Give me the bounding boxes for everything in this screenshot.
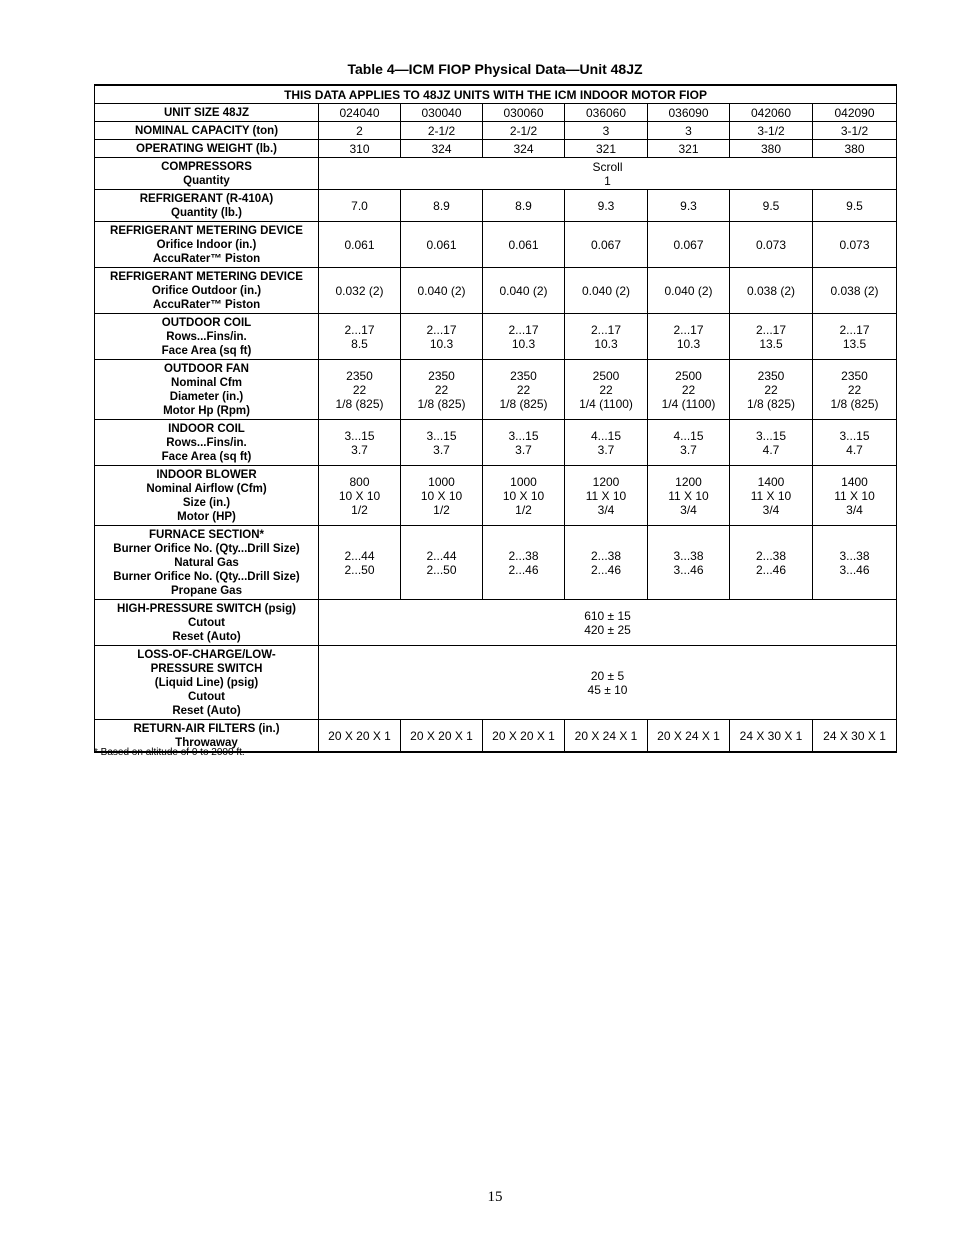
unit-size-cell: 036060 <box>565 104 648 122</box>
unit-size-cell: 036090 <box>648 104 730 122</box>
value-cell: 0.061 <box>483 222 565 268</box>
value-cell: 20 X 20 X 1 <box>401 720 483 753</box>
row-label: FURNACE SECTION* Burner Orifice No. (Qty...Drill Size) Natural Gas Burner Orifice No. (Qty...Drill Size) Propane Gas <box>95 526 319 600</box>
value-cell: 24 X 30 X 1 <box>730 720 813 753</box>
table-row <box>95 646 897 720</box>
value-cell: 2500 22 1/4 (1100) <box>565 360 648 420</box>
value-cell: 8.9 <box>401 190 483 222</box>
table-row <box>95 314 897 360</box>
value-cell: 3-1/2 <box>813 122 897 140</box>
value-cell: 24 X 30 X 1 <box>813 720 897 753</box>
value-cell: 20 X 24 X 1 <box>648 720 730 753</box>
value-cell: 0.073 <box>813 222 897 268</box>
value-cell: 3-1/2 <box>730 122 813 140</box>
spanned-value-cell: 20 ± 5 45 ± 10 <box>319 646 897 720</box>
row-label: INDOOR BLOWER Nominal Airflow (Cfm) Size (in.) Motor (HP) <box>95 466 319 526</box>
row-label: OPERATING WEIGHT (lb.) <box>95 140 319 158</box>
value-cell: 20 X 20 X 1 <box>483 720 565 753</box>
value-cell: 0.038 (2) <box>813 268 897 314</box>
value-cell: 0.040 (2) <box>565 268 648 314</box>
value-cell: 3 <box>565 122 648 140</box>
row-label: REFRIGERANT METERING DEVICE Orifice Outdoor (in.) AccuRater™ Piston <box>95 268 319 314</box>
value-cell: 2...44 2...50 <box>401 526 483 600</box>
row-label: RETURN-AIR FILTERS (in.) Throwaway <box>95 720 319 753</box>
value-cell: 800 10 X 10 1/2 <box>319 466 401 526</box>
spanned-value-cell: 610 ± 15 420 ± 25 <box>319 600 897 646</box>
value-cell: 4...15 3.7 <box>565 420 648 466</box>
value-cell: 321 <box>648 140 730 158</box>
row-label: HIGH-PRESSURE SWITCH (psig) Cutout Reset (Auto) <box>95 600 319 646</box>
row-label: REFRIGERANT METERING DEVICE Orifice Indoor (in.) AccuRater™ Piston <box>95 222 319 268</box>
unit-size-cell: 042060 <box>730 104 813 122</box>
value-cell: 9.3 <box>648 190 730 222</box>
value-cell: 1200 11 X 10 3/4 <box>648 466 730 526</box>
value-cell: 3...15 3.7 <box>483 420 565 466</box>
value-cell: 3...38 3...46 <box>813 526 897 600</box>
value-cell: 3...15 4.7 <box>813 420 897 466</box>
value-cell: 2...17 13.5 <box>813 314 897 360</box>
value-cell: 1000 10 X 10 1/2 <box>483 466 565 526</box>
unit-size-cell: 042090 <box>813 104 897 122</box>
unit-size-row <box>95 104 897 122</box>
table-row <box>95 122 897 140</box>
value-cell: 4...15 3.7 <box>648 420 730 466</box>
row-label: INDOOR COIL Rows...Fins/in. Face Area (sq ft) <box>95 420 319 466</box>
value-cell: 3 <box>648 122 730 140</box>
table-row <box>95 360 897 420</box>
table-row <box>95 268 897 314</box>
value-cell: 0.040 (2) <box>648 268 730 314</box>
value-cell: 20 X 24 X 1 <box>565 720 648 753</box>
value-cell: 380 <box>730 140 813 158</box>
value-cell: 0.032 (2) <box>319 268 401 314</box>
value-cell: 2...17 10.3 <box>483 314 565 360</box>
value-cell: 0.061 <box>401 222 483 268</box>
table-row <box>95 190 897 222</box>
physical-data-table <box>94 84 897 753</box>
page-number: 15 <box>487 1189 503 1205</box>
row-label: NOMINAL CAPACITY (ton) <box>95 122 319 140</box>
value-cell: 324 <box>401 140 483 158</box>
unit-size-cell: 030040 <box>401 104 483 122</box>
value-cell: 3...15 3.7 <box>319 420 401 466</box>
value-cell: 1000 10 X 10 1/2 <box>401 466 483 526</box>
value-cell: 2350 22 1/8 (825) <box>483 360 565 420</box>
value-cell: 2...17 10.3 <box>648 314 730 360</box>
row-label: OUTDOOR COIL Rows...Fins/in. Face Area (sq ft) <box>95 314 319 360</box>
table-row <box>95 140 897 158</box>
value-cell: 2...17 13.5 <box>730 314 813 360</box>
value-cell: 2350 22 1/8 (825) <box>730 360 813 420</box>
value-cell: 0.073 <box>730 222 813 268</box>
value-cell: 2-1/2 <box>401 122 483 140</box>
value-cell: 0.040 (2) <box>483 268 565 314</box>
row-label: REFRIGERANT (R-410A) Quantity (lb.) <box>95 190 319 222</box>
footnote: * Based on altitude of 0 to 2000 ft. <box>94 747 245 758</box>
value-cell: 2...38 2...46 <box>565 526 648 600</box>
value-cell: 2...44 2...50 <box>319 526 401 600</box>
value-cell: 2350 22 1/8 (825) <box>319 360 401 420</box>
row-label: COMPRESSORS Quantity <box>95 158 319 190</box>
value-cell: 3...15 3.7 <box>401 420 483 466</box>
value-cell: 3...15 4.7 <box>730 420 813 466</box>
value-cell: 1400 11 X 10 3/4 <box>730 466 813 526</box>
value-cell: 8.9 <box>483 190 565 222</box>
value-cell: 310 <box>319 140 401 158</box>
value-cell: 2-1/2 <box>483 122 565 140</box>
value-cell: 20 X 20 X 1 <box>319 720 401 753</box>
value-cell: 0.067 <box>565 222 648 268</box>
row-label: OUTDOOR FAN Nominal Cfm Diameter (in.) Motor Hp (Rpm) <box>95 360 319 420</box>
value-cell: 2...38 2...46 <box>730 526 813 600</box>
value-cell: 2500 22 1/4 (1100) <box>648 360 730 420</box>
value-cell: 2...17 10.3 <box>565 314 648 360</box>
value-cell: 0.067 <box>648 222 730 268</box>
table-row <box>95 222 897 268</box>
table-row <box>95 600 897 646</box>
value-cell: 1400 11 X 10 3/4 <box>813 466 897 526</box>
value-cell: 321 <box>565 140 648 158</box>
value-cell: 380 <box>813 140 897 158</box>
value-cell: 324 <box>483 140 565 158</box>
value-cell: 2...17 10.3 <box>401 314 483 360</box>
value-cell: 9.3 <box>565 190 648 222</box>
table-banner: THIS DATA APPLIES TO 48JZ UNITS WITH THE ICM INDOOR MOTOR FIOP <box>95 85 897 104</box>
value-cell: 0.061 <box>319 222 401 268</box>
value-cell: 3...38 3...46 <box>648 526 730 600</box>
value-cell: 7.0 <box>319 190 401 222</box>
table-title: Table 4—ICM FIOP Physical Data—Unit 48JZ <box>347 61 643 77</box>
value-cell: 9.5 <box>730 190 813 222</box>
value-cell: 2...17 8.5 <box>319 314 401 360</box>
value-cell: 0.040 (2) <box>401 268 483 314</box>
table-banner-row <box>95 85 897 104</box>
value-cell: 2350 22 1/8 (825) <box>401 360 483 420</box>
value-cell: 2...38 2...46 <box>483 526 565 600</box>
unit-size-cell: 030060 <box>483 104 565 122</box>
table-row <box>95 466 897 526</box>
table-row <box>95 526 897 600</box>
spanned-value-cell: Scroll 1 <box>319 158 897 190</box>
unit-size-cell: 024040 <box>319 104 401 122</box>
value-cell: 2 <box>319 122 401 140</box>
table-row <box>95 158 897 190</box>
row-label: UNIT SIZE 48JZ <box>95 104 319 122</box>
value-cell: 9.5 <box>813 190 897 222</box>
row-label: LOSS-OF-CHARGE/LOW- PRESSURE SWITCH (Liquid Line) (psig) Cutout Reset (Auto) <box>95 646 319 720</box>
value-cell: 1200 11 X 10 3/4 <box>565 466 648 526</box>
value-cell: 0.038 (2) <box>730 268 813 314</box>
value-cell: 2350 22 1/8 (825) <box>813 360 897 420</box>
table-row <box>95 420 897 466</box>
